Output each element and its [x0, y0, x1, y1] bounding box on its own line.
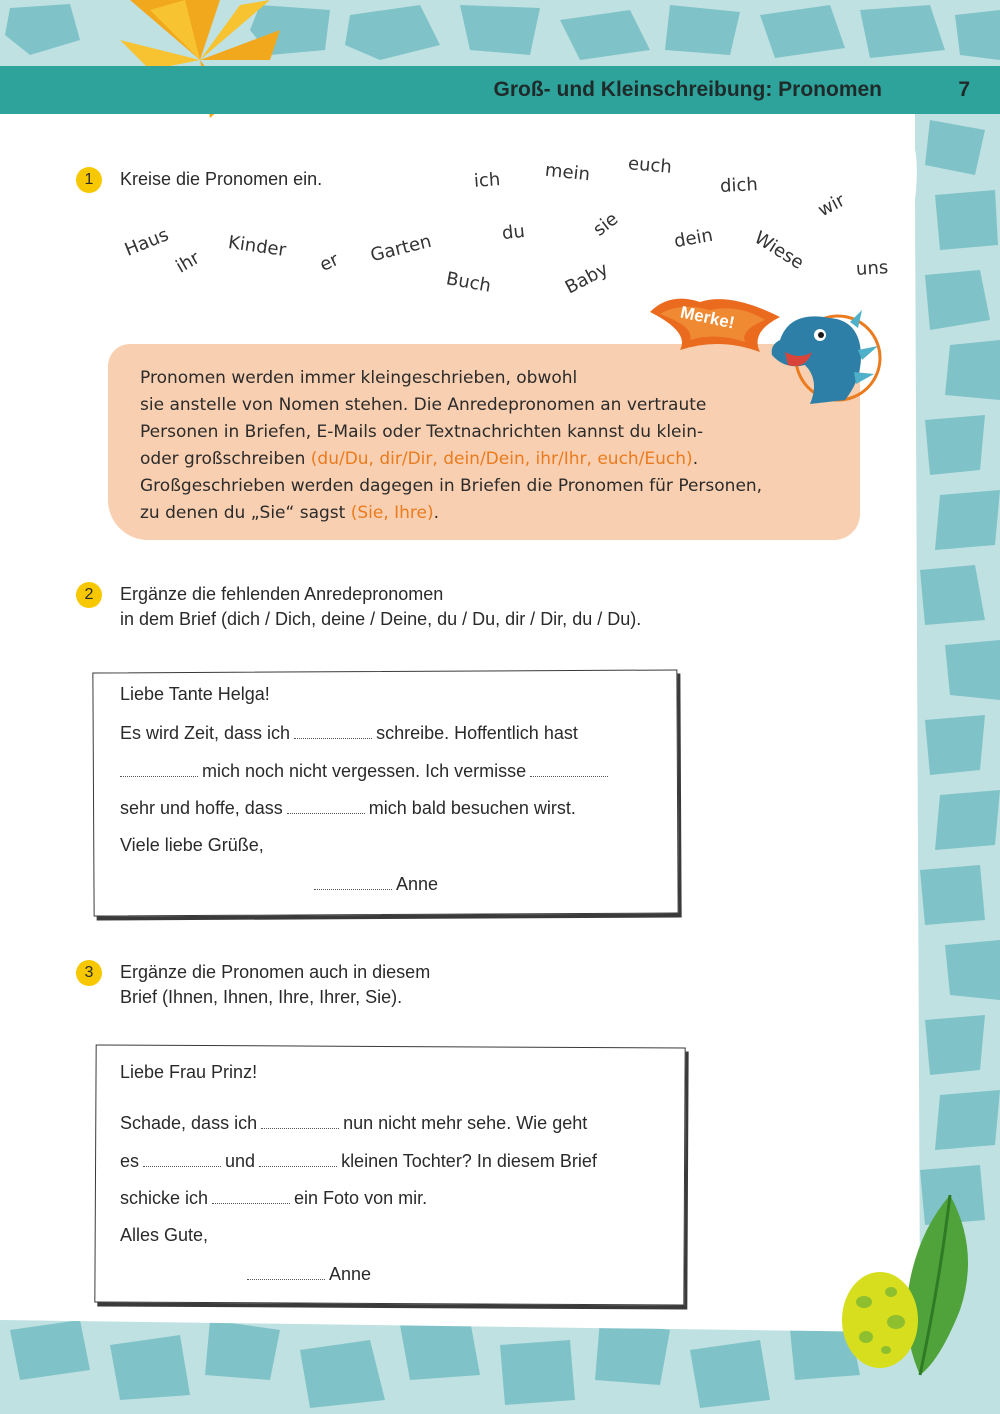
task-number-badge: 3 [76, 960, 102, 986]
task-number-badge: 2 [76, 582, 102, 608]
blank-field[interactable] [294, 722, 372, 739]
letter-line: Es wird Zeit, dass ich schreibe. Hoffentlich hast [120, 723, 578, 743]
word-item[interactable]: uns [855, 257, 889, 280]
word-item[interactable]: er [316, 249, 343, 276]
word-item[interactable]: ich [473, 169, 502, 192]
blank-field[interactable] [120, 760, 198, 777]
letter-signature-line: Anne [310, 873, 438, 895]
letter-line: schicke ich ein Foto von mir. [120, 1188, 428, 1208]
blank-field[interactable] [259, 1150, 337, 1167]
word-item[interactable]: Buch [444, 268, 493, 297]
letter-line: es und kleinen Tochter? In diesem Brief [120, 1151, 597, 1171]
letter-closing: Alles Gute, [120, 1225, 209, 1245]
task-instruction: Ergänze die fehlenden Anredepronomen in dem Brief (dich / Dich, deine / Deine, du / Du, dir / Dir, du / Du). [120, 584, 642, 629]
letter-greeting: Liebe Frau Prinz! [120, 1062, 258, 1082]
letter-closing: Viele liebe Grüße, [120, 835, 264, 855]
word-item[interactable]: du [500, 220, 526, 245]
word-item[interactable]: ihr [172, 247, 204, 278]
page-number: 7 [958, 78, 970, 101]
word-item[interactable]: Baby [561, 258, 612, 299]
letter-line: mich noch nicht vergessen. Ich vermisse [116, 760, 612, 782]
dragon-icon [750, 300, 890, 412]
blank-field[interactable] [143, 1150, 221, 1167]
word-item[interactable]: Garten [368, 230, 434, 267]
word-item[interactable]: euch [627, 153, 673, 178]
letter-signature-line: Anne [243, 1263, 371, 1285]
egg-icon [836, 1262, 926, 1372]
blank-field[interactable] [314, 873, 392, 890]
blank-field[interactable] [261, 1112, 339, 1129]
word-item[interactable]: wir [814, 189, 849, 222]
letter-line: sehr und hoffe, dass mich bald besuchen wirst. [120, 798, 576, 818]
word-item[interactable]: mein [544, 159, 592, 186]
page-title: Groß- und Kleinschreibung: Pronomen [493, 78, 882, 101]
task-instruction: Kreise die Pronomen ein. [120, 169, 323, 189]
task-instruction: Ergänze die Pronomen auch in diesem Brief (Ihnen, Ihnen, Ihre, Ihrer, Sie). [120, 962, 431, 1007]
task-number-badge: 1 [76, 167, 102, 193]
word-item[interactable]: Haus [121, 224, 172, 261]
blank-field[interactable] [287, 797, 365, 814]
blank-field[interactable] [530, 760, 608, 777]
word-item[interactable]: Kinder [226, 232, 288, 261]
word-item[interactable]: dein [672, 224, 715, 253]
word-item[interactable]: dich [719, 174, 759, 197]
letter-line: Schade, dass ich nun nicht mehr sehe. Wie geht [120, 1113, 588, 1133]
letter-card [94, 1044, 685, 1305]
blank-field[interactable] [212, 1187, 290, 1204]
merke-badge-label: Merke! [678, 302, 737, 333]
merke-text: Pronomen werden immer kleingeschrieben, obwohl sie anstelle von Nomen stehen. Die Anredepronomen an vertraute Personen in Briefen, E-Mails oder Textnachrichten kannst du klein- oder großschreiben (du/Du, dir/Dir, dein/Dein, ihr/Ihr, euch/Euch). Großgeschrieben werden dagegen in Briefen die Pronomen für Personen, zu denen du „Sie“ sagst (Sie, Ihre). [140, 368, 763, 523]
word-item[interactable]: Wiese [750, 227, 808, 274]
blank-field[interactable] [247, 1263, 325, 1280]
word-item[interactable]: sie [589, 208, 623, 241]
letter-greeting: Liebe Tante Helga! [120, 684, 270, 704]
